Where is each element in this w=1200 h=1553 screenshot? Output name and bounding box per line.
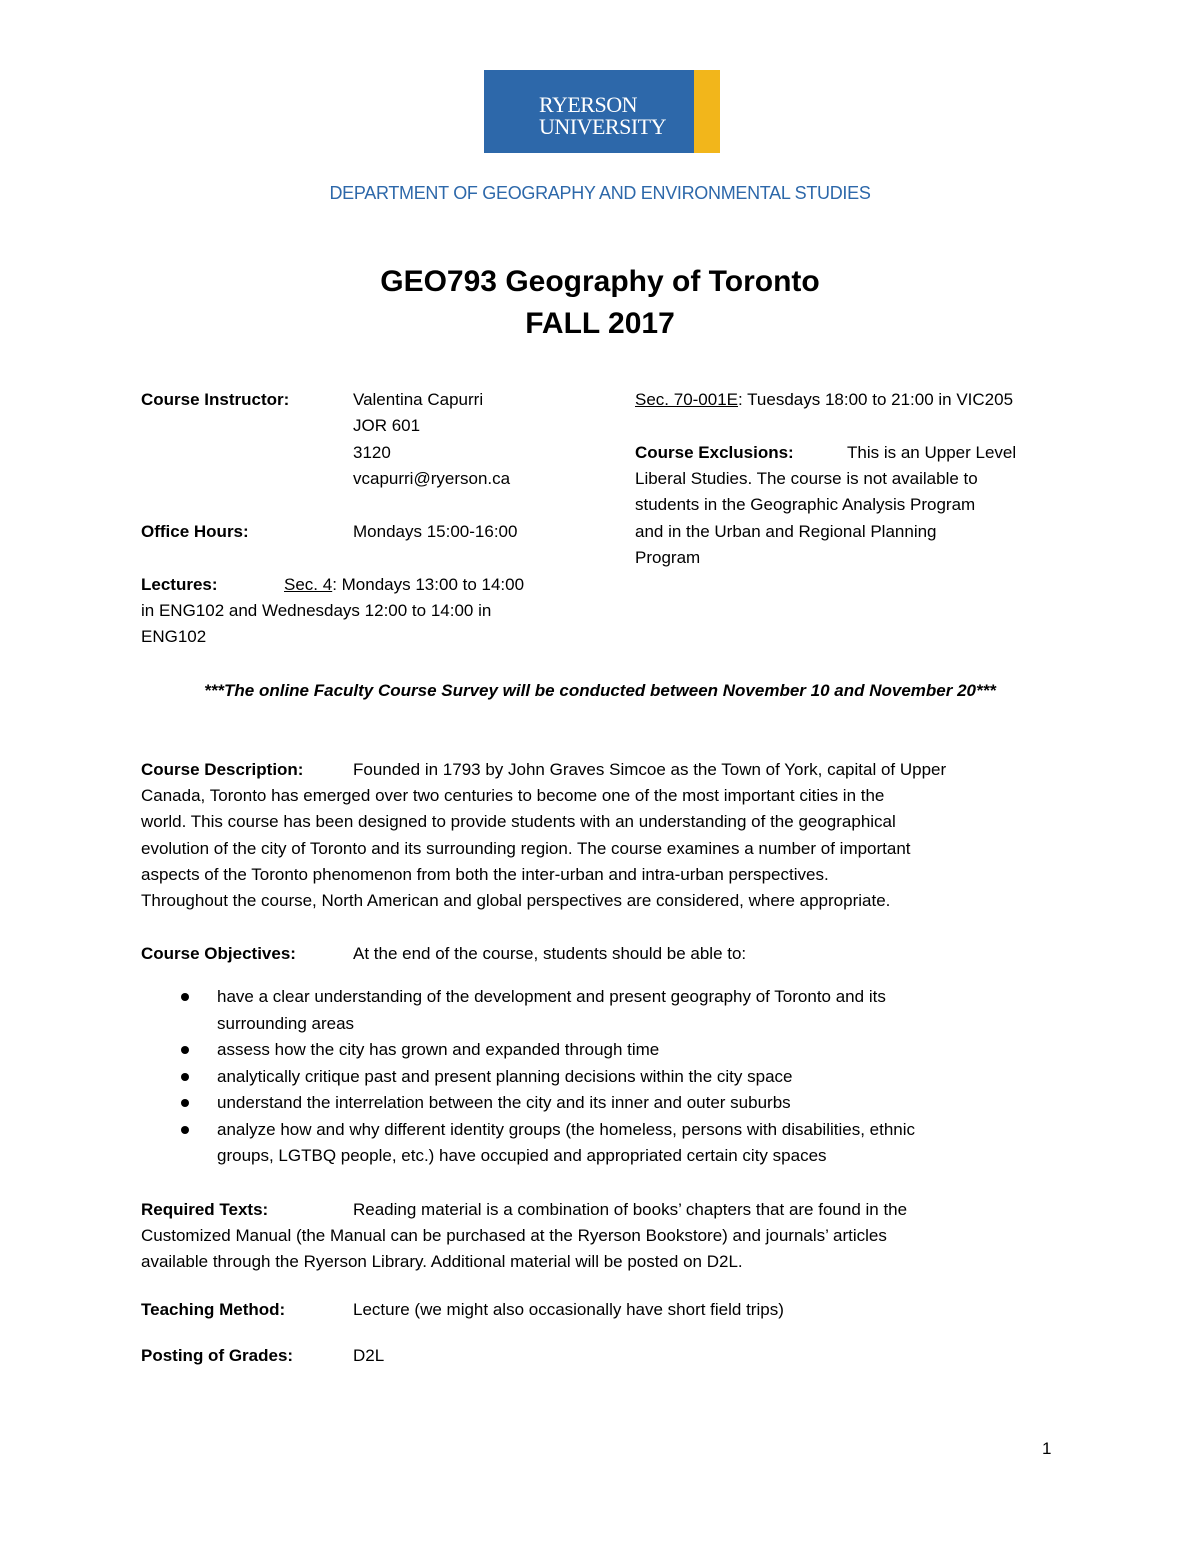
exclusions-label: Course Exclusions:: [635, 443, 794, 462]
lectures-time: : Mondays 13:00 to 14:00: [332, 575, 525, 594]
lectures-line2: in ENG102 and Wednesdays 12:00 to 14:00 in: [141, 601, 492, 620]
description-line2: Canada, Toronto has emerged over two centuries to become one of the most important cities in the: [141, 786, 885, 805]
logo-line2: UNIVERSITY: [539, 114, 666, 139]
objective-text: understand the interrelation between the city and its inner and outer suburbs: [217, 1093, 791, 1112]
description-line3: world. This course has been designed to provide students with an understanding of the geographical: [141, 812, 896, 831]
objective-text-cont: surrounding areas: [217, 1013, 355, 1033]
page-number: 1: [1042, 1439, 1052, 1458]
required-texts-line1: Reading material is a combination of books’ chapters that are found in the: [353, 1200, 908, 1219]
lectures-section: Sec. 4: [284, 575, 333, 594]
bullet-icon: [181, 1099, 189, 1107]
ryerson-logo: [484, 70, 720, 153]
list-item: [141, 984, 1041, 1037]
exclusions-line4: and in the Urban and Regional Planning: [635, 522, 937, 541]
bullet-icon: [181, 993, 189, 1001]
description-line5: aspects of the Toronto phenomenon from both the inter-urban and intra-urban perspectives.: [141, 865, 829, 884]
grades-label: Posting of Grades:: [141, 1346, 294, 1365]
office-hours-value: Mondays 15:00-16:00: [353, 522, 518, 541]
objective-text: have a clear understanding of the development and present geography of Toronto and its: [217, 987, 886, 1006]
bullet-icon: [181, 1126, 189, 1134]
course-title: GEO793 Geography of Toronto: [380, 265, 820, 298]
grades-value: D2L: [353, 1346, 385, 1365]
list-item: [141, 1037, 1041, 1064]
department-name: DEPARTMENT OF GEOGRAPHY AND ENVIRONMENTAL STUDIES: [329, 183, 871, 203]
exclusions-line2: Liberal Studies. The course is not available to: [635, 469, 978, 488]
list-item: [141, 1117, 1041, 1170]
objective-text: analyze how and why different identity groups (the homeless, persons with disabilities, ethnic: [217, 1119, 916, 1139]
course-term: FALL 2017: [525, 307, 675, 340]
instructor-email[interactable]: vcapurri@ryerson.ca: [353, 469, 511, 488]
instructor-phone: 3120: [353, 443, 391, 462]
instructor-label: Course Instructor:: [141, 390, 290, 409]
objective-text: assess how the city has grown and expanded through time: [217, 1040, 660, 1059]
teaching-method-label: Teaching Method:: [141, 1300, 286, 1319]
required-texts-line2: Customized Manual (the Manual can be purchased at the Ryerson Bookstore) and journals’ articles: [141, 1226, 887, 1245]
logo-line1: RYERSON: [539, 92, 637, 117]
description-label: Course Description:: [141, 760, 304, 779]
bullet-icon: [181, 1073, 189, 1081]
lectures-line1: [284, 572, 524, 598]
list-item: [141, 1064, 1041, 1091]
bullet-icon: [181, 1046, 189, 1054]
required-texts-line3: available through the Ryerson Library. Additional material will be posted on D2L.: [141, 1252, 743, 1271]
objectives-label: Course Objectives:: [141, 944, 296, 963]
survey-notice: ***The online Faculty Course Survey will be conducted between November 10 and November 20***: [204, 681, 996, 700]
lectures-line3: ENG102: [141, 627, 207, 646]
objective-text-cont: groups, LGTBQ people, etc.) have occupied and appropriated certain city spaces: [217, 1146, 827, 1165]
required-texts-label: Required Texts:: [141, 1200, 269, 1219]
description-line4: evolution of the city of Toronto and its surrounding region. The course examines a number of important: [141, 839, 911, 858]
objectives-intro: At the end of the course, students should be able to:: [353, 944, 747, 963]
exclusions-line1: This is an Upper Level: [847, 443, 1017, 462]
logo-gold-bar: [694, 70, 720, 153]
description-line6: Throughout the course, North American and global perspectives are considered, where appropriate.: [141, 891, 891, 910]
instructor-name: Valentina Capurri: [353, 390, 484, 409]
objective-text: analytically critique past and present planning decisions within the city space: [217, 1066, 793, 1086]
section-70: [635, 387, 1013, 413]
instructor-office: JOR 601: [353, 416, 421, 435]
description-line1: Founded in 1793 by John Graves Simcoe as the Town of York, capital of Upper: [353, 760, 947, 779]
section-70-time: : Tuesdays 18:00 to 21:00 in VIC205: [738, 390, 1014, 409]
objectives-list: [141, 984, 1041, 1170]
lectures-label: Lectures:: [141, 575, 218, 594]
exclusions-line5: Program: [635, 548, 701, 567]
logo-wordmark: [539, 94, 666, 138]
office-hours-label: Office Hours:: [141, 522, 249, 541]
exclusions-line3: students in the Geographic Analysis Program: [635, 495, 976, 514]
section-70-code: Sec. 70-001E: [635, 390, 739, 409]
list-item: [141, 1090, 1041, 1117]
teaching-method-value: Lecture (we might also occasionally have short field trips): [353, 1300, 784, 1319]
